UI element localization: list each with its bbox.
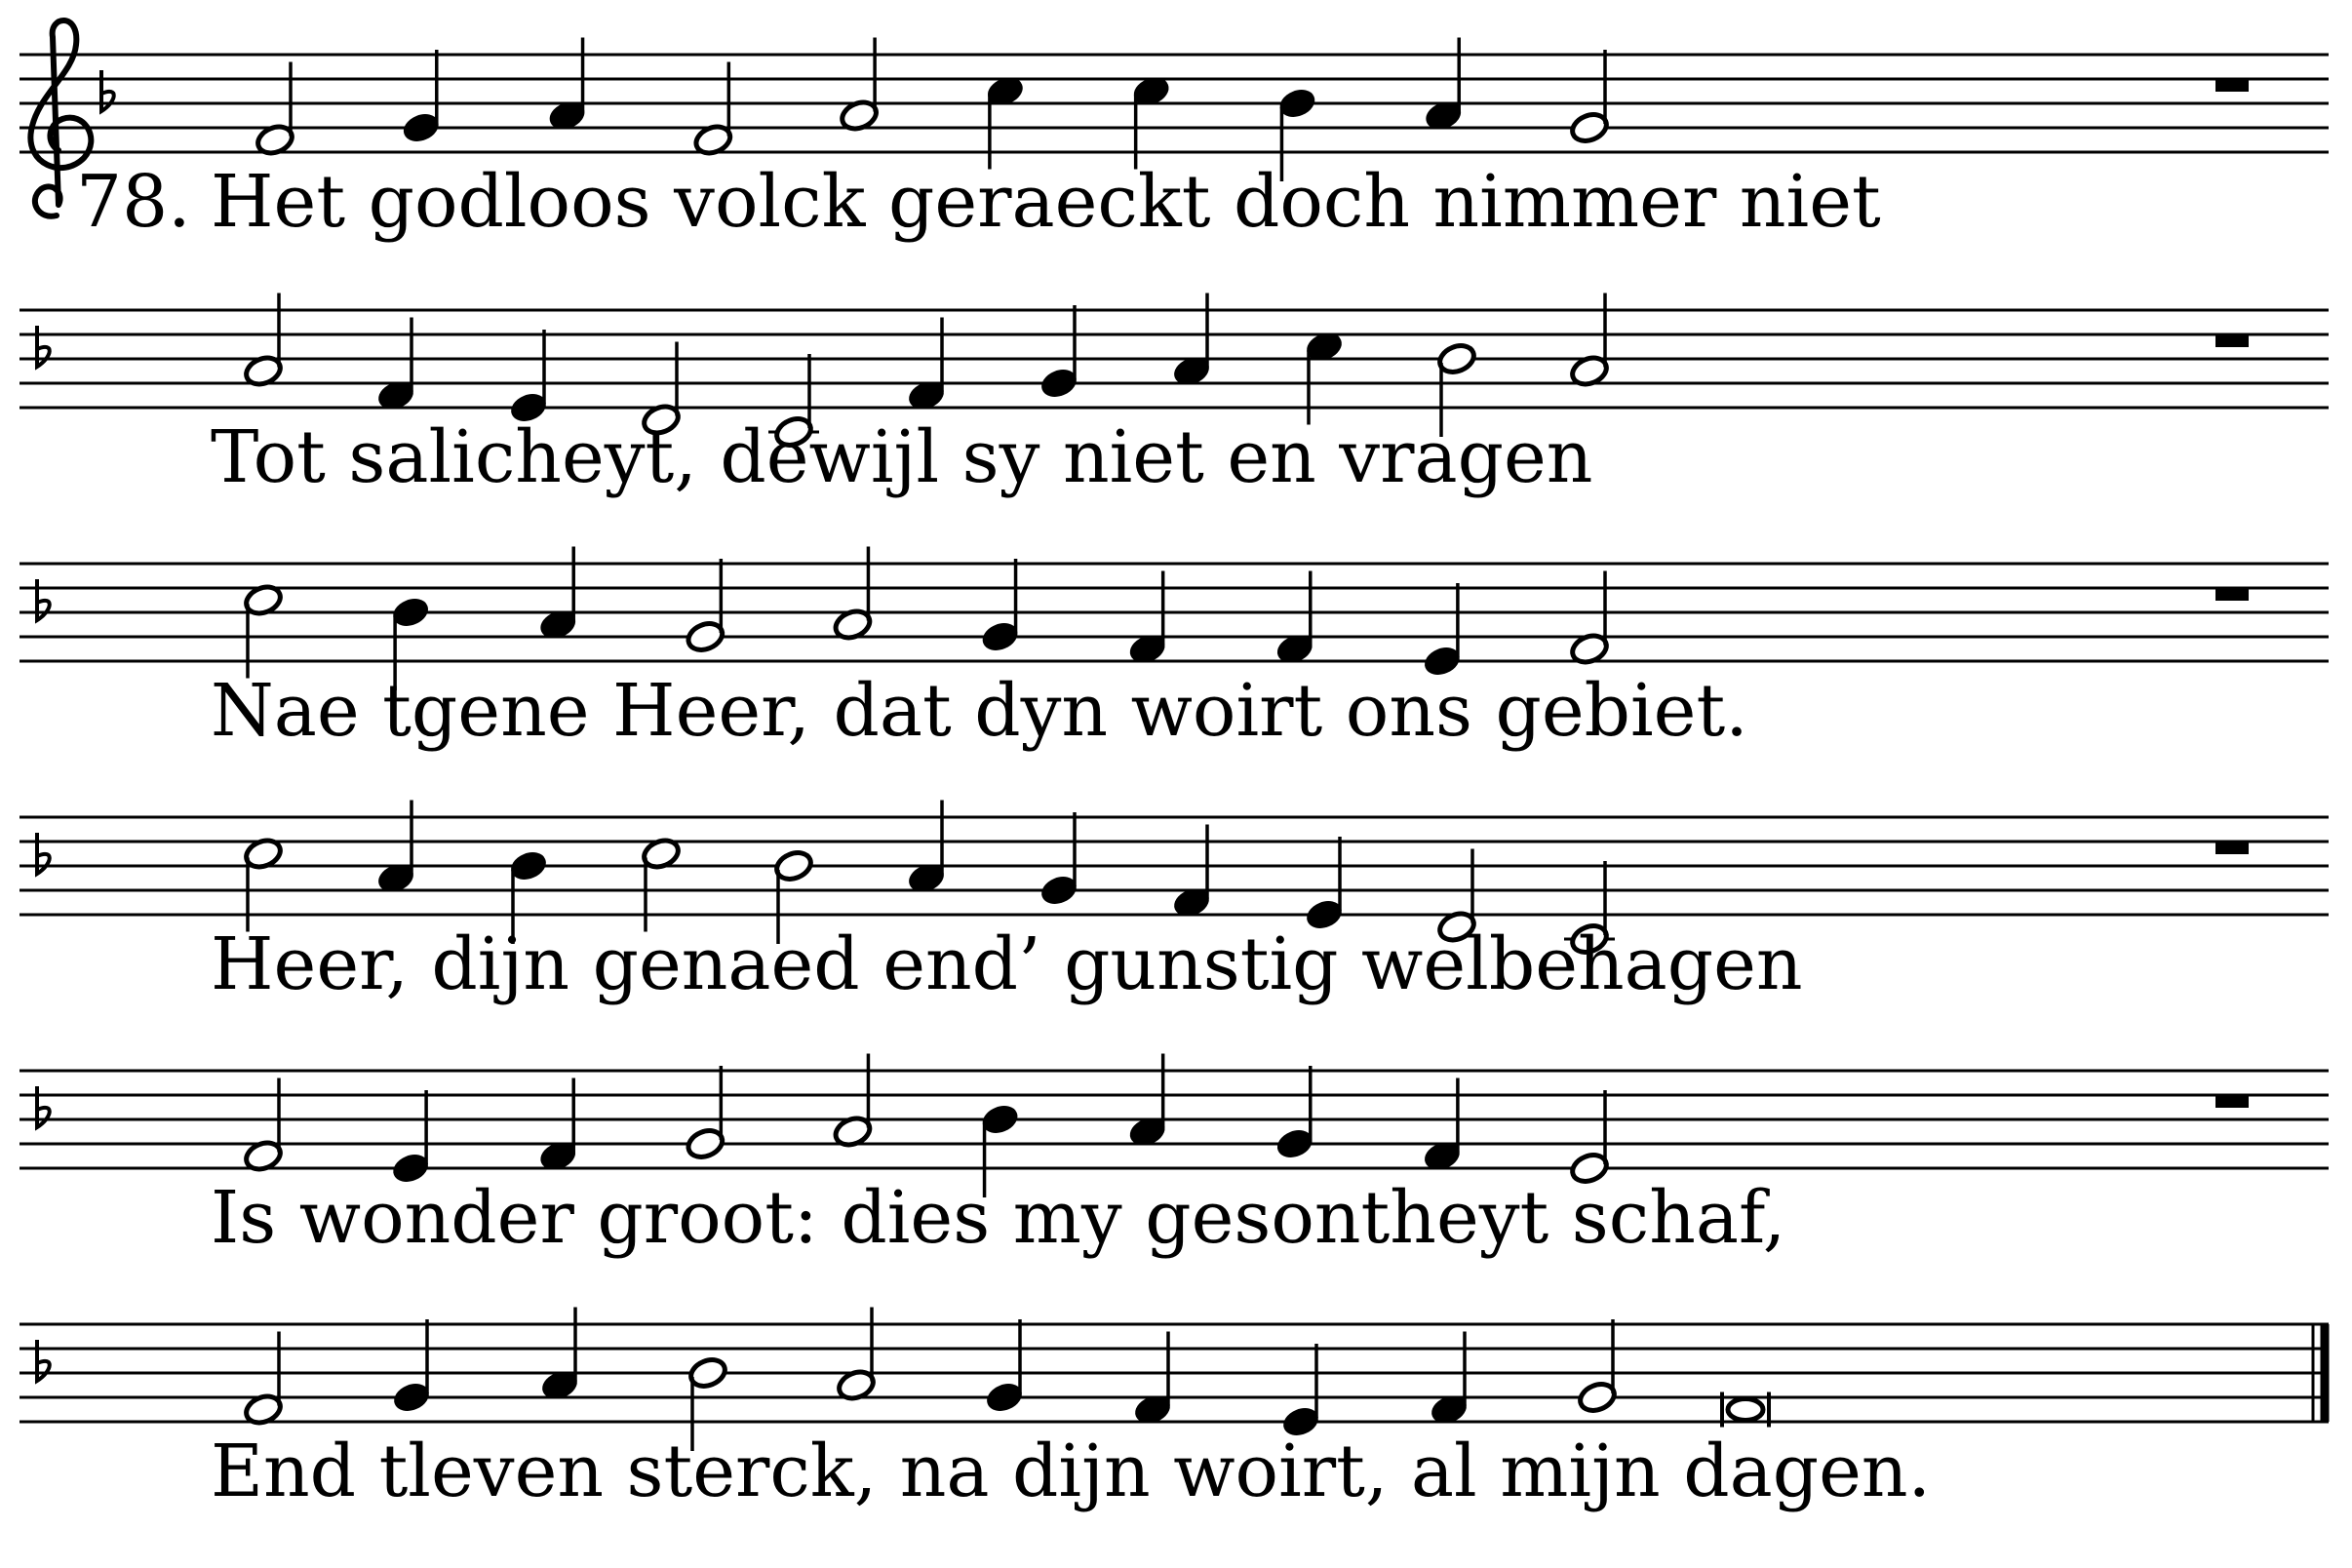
lyric-line-1: Het godloos volck geraeckt doch nimmer niet xyxy=(211,160,1881,244)
note xyxy=(1304,329,1346,424)
note xyxy=(243,582,285,678)
rest-icon xyxy=(2215,588,2249,601)
notehead xyxy=(1728,1399,1763,1421)
note xyxy=(391,1319,433,1415)
note xyxy=(1132,1332,1174,1428)
note xyxy=(255,62,296,158)
lyric-line-3: Nae tgene Heer, dat dyn woirt ons gebiet. xyxy=(211,669,1748,753)
note xyxy=(836,1308,878,1403)
rest-icon xyxy=(2215,842,2249,854)
system-6 xyxy=(20,1308,2329,1514)
note xyxy=(1569,571,1611,667)
note xyxy=(1577,1319,1619,1415)
note xyxy=(906,318,948,413)
system-1 xyxy=(20,20,2329,244)
note xyxy=(400,50,442,145)
rest-icon xyxy=(2215,79,2249,92)
rest-glyph xyxy=(2215,588,2249,601)
flat-glyph xyxy=(37,1086,50,1127)
note xyxy=(508,330,550,425)
rest-glyph xyxy=(2215,334,2249,347)
system-3 xyxy=(20,547,2329,754)
note xyxy=(1304,837,1346,932)
rest-glyph xyxy=(2215,842,2249,854)
note xyxy=(375,801,417,896)
system-2 xyxy=(20,294,2329,500)
lyric-line-5: Is wonder groot: dies my gesontheyt schaf, xyxy=(211,1176,1786,1260)
note xyxy=(1039,812,1080,908)
note xyxy=(685,1066,726,1161)
note xyxy=(537,547,579,643)
rest-glyph xyxy=(2215,1095,2249,1108)
note xyxy=(243,1332,285,1428)
flat-glyph xyxy=(37,833,50,874)
note xyxy=(1171,825,1213,921)
system-5 xyxy=(20,1054,2329,1261)
note xyxy=(1171,294,1213,389)
note xyxy=(979,559,1021,654)
flat-sign-icon xyxy=(37,833,50,874)
staff-1 xyxy=(20,55,2329,152)
lyric-line-6: End tleven sterck, na dijn woirt, al mijn dagen. xyxy=(211,1430,1932,1513)
staff-4 xyxy=(20,817,2329,915)
staff-3 xyxy=(20,564,2329,661)
flat-sign-icon xyxy=(37,1086,50,1127)
note xyxy=(832,547,874,643)
note xyxy=(906,801,948,896)
note xyxy=(1126,571,1168,667)
note xyxy=(984,1319,1026,1415)
note xyxy=(1126,1054,1168,1150)
note xyxy=(1422,583,1464,679)
rest-icon xyxy=(2215,334,2249,347)
note xyxy=(692,62,734,158)
note xyxy=(243,1078,285,1174)
note xyxy=(375,318,417,413)
note xyxy=(985,73,1027,169)
flat-sign-icon xyxy=(37,1340,50,1381)
rest-icon xyxy=(2215,1095,2249,1108)
note xyxy=(390,1090,432,1186)
flat-glyph xyxy=(37,326,50,367)
note xyxy=(1569,294,1611,389)
note xyxy=(685,559,726,654)
note xyxy=(1422,1078,1464,1174)
flat-sign-icon xyxy=(101,70,114,111)
lyric-line-4: Heer, dijn genaed end’ gunstig welbehagen xyxy=(211,922,1803,1006)
note xyxy=(1274,1066,1315,1161)
note xyxy=(641,836,683,931)
note xyxy=(839,38,881,134)
flat-glyph xyxy=(101,70,114,111)
song-number: 78. xyxy=(76,160,191,244)
note xyxy=(546,38,588,134)
note xyxy=(1274,571,1315,667)
note xyxy=(1423,38,1465,134)
system-4 xyxy=(20,801,2329,1007)
note xyxy=(537,1078,579,1174)
flat-glyph xyxy=(37,1340,50,1381)
staff-6 xyxy=(20,1324,2329,1422)
note xyxy=(832,1054,874,1150)
note xyxy=(1280,1344,1322,1439)
note xyxy=(243,294,285,389)
note xyxy=(243,836,285,931)
note xyxy=(1429,1332,1470,1428)
note xyxy=(1130,73,1172,169)
note xyxy=(539,1308,581,1403)
note xyxy=(1569,1090,1611,1186)
rest-glyph xyxy=(2215,79,2249,92)
lyric-line-2: Tot salicheyt, dewijl sy niet en vragen xyxy=(211,415,1593,499)
flat-sign-icon xyxy=(37,326,50,367)
note xyxy=(1039,305,1080,401)
flat-glyph xyxy=(37,579,50,620)
staff-2 xyxy=(20,310,2329,408)
staff-5 xyxy=(20,1071,2329,1168)
note xyxy=(1569,50,1611,145)
flat-sign-icon xyxy=(37,579,50,620)
